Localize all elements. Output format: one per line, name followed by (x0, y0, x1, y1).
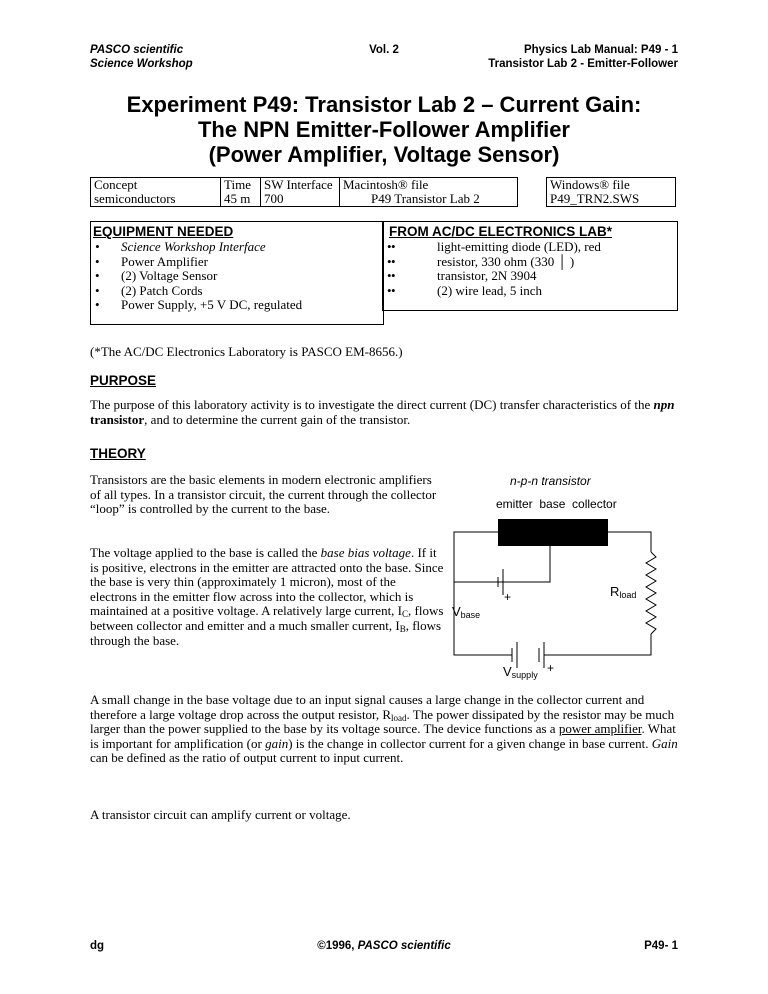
header-volume: Vol. 2 (369, 44, 399, 56)
vbase-plus-sign: + (504, 590, 512, 604)
lab-items-heading: FROM AC/DC ELECTRONICS LAB* (389, 224, 612, 239)
mac-file-value: P49 Transistor Lab 2 (371, 191, 480, 206)
time-value: 45 m (224, 191, 251, 206)
win-file-value: P49_TRN2.SWS (550, 191, 640, 206)
header-manual-line2: Transistor Lab 2 - Emitter-Follower (488, 58, 678, 70)
lab-item: • • (2) wire lead, 5 inch (383, 284, 677, 299)
mac-file-cell (340, 178, 518, 207)
npn-term: npn (653, 397, 675, 412)
mac-file-label: Macintosh® file (343, 177, 429, 192)
equipment-item: • (2) Patch Cords (91, 284, 383, 299)
lab-item: • • light-emitting diode (LED), red (383, 240, 677, 255)
equipment-item: • Power Amplifier (91, 255, 383, 270)
lab-items-list (383, 240, 677, 298)
interface-label: SW Interface (264, 177, 333, 192)
title-line1: Experiment P49: Transistor Lab 2 – Current Gain: (126, 92, 642, 117)
interface-cell (261, 178, 340, 207)
header-manual (488, 43, 678, 71)
header-publisher-line2: Science Workshop (90, 58, 193, 70)
vsupply-label: $V_{supply}$ (503, 664, 538, 680)
win-file-label: Windows® file (550, 177, 630, 192)
title-line3: (Power Amplifier, Voltage Sensor) (208, 142, 560, 167)
rload-label: $R_{load}$ (610, 584, 637, 600)
theory-heading: THEORY (90, 446, 146, 461)
lab-items-box (382, 221, 678, 311)
footer-copyright: ©1996, PASCO scientific (317, 940, 451, 952)
lab-item: • • resistor, 330 ohm (330 │ ) (383, 255, 677, 270)
lab-note: (*The AC/DC Electronics Laboratory is PASCO EM-8656.) (90, 344, 403, 359)
win-file-cell (547, 178, 676, 207)
vbase-label: $V_{base}$ (452, 604, 481, 620)
equipment-box (90, 221, 384, 325)
header-publisher-line1: PASCO scientific (90, 44, 184, 56)
table-gap (518, 178, 547, 207)
theory-paragraph-4: A transistor circuit can amplify current or voltage. (90, 807, 351, 822)
page-title (0, 92, 768, 167)
title-line2: The NPN Emitter-Follower Amplifier (197, 117, 570, 142)
theory-paragraph-2: The voltage applied to the base is called the base bias voltage. If it is positive, electrons in the emitter are attracted onto the base. Since the base is very thin (approximately 1 micron), most of the electrons in the emitter flow across into the collector, which is maintained at a positive voltage. A relatively large current, $I_C$, flows between collector and emitter and a much smaller current, $I_B$, flows through the base. (90, 545, 444, 648)
theory-paragraph-3: A small change in the base voltage due to an input signal causes a large change in the collector current and therefore a large voltage drop across the output resistor, $R_{load}$. The power dissipated by the resistor may be much larger than the power supplied to the base by its voltage source. The device functions as a power amplifier. What is important for amplification (or gain) is the change in collector current for a given change in base current. Gain can be defined as the ratio of output current to input current. (90, 692, 678, 766)
footer-initials: dg (90, 940, 105, 952)
equipment-list (91, 240, 383, 313)
equipment-item: • Science Workshop Interface (91, 240, 383, 255)
header-manual-line1: Physics Lab Manual: P49 - 1 (523, 44, 678, 56)
theory-paragraph-1: Transistors are the basic elements in modern electronic amplifiers of all types. In a transistor circuit, the current through the collector “loop” is controlled by the current to the base. (90, 472, 437, 517)
time-label: Time (224, 177, 251, 192)
interface-value: 700 (264, 191, 284, 206)
time-cell (221, 178, 261, 207)
circuit-wires (446, 470, 676, 680)
concept-cell (91, 178, 221, 207)
equipment-item: • Power Supply, +5 V DC, regulated (91, 298, 383, 313)
diagram-terminals: emitter base collector (496, 497, 617, 511)
concept-value: semiconductors (94, 191, 176, 206)
vsupply-plus-sign: + (547, 661, 555, 675)
equipment-item: • (2) Voltage Sensor (91, 269, 383, 284)
diagram-title: n-p-n transistor (510, 474, 591, 488)
lab-item: • • transistor, 2N 3904 (383, 269, 677, 284)
concept-label: Concept (94, 177, 138, 192)
footer-page-number: P49- 1 (644, 940, 678, 952)
purpose-text: The purpose of this laboratory activity is to investigate the direct current (DC) transfer characteristics of the npn transistor, and to determine the current gain of the transistor. (90, 397, 675, 427)
transistor-circuit-diagram (446, 470, 676, 680)
equipment-heading: EQUIPMENT NEEDED (93, 224, 234, 239)
purpose-heading: PURPOSE (90, 373, 157, 388)
info-table (90, 177, 676, 207)
